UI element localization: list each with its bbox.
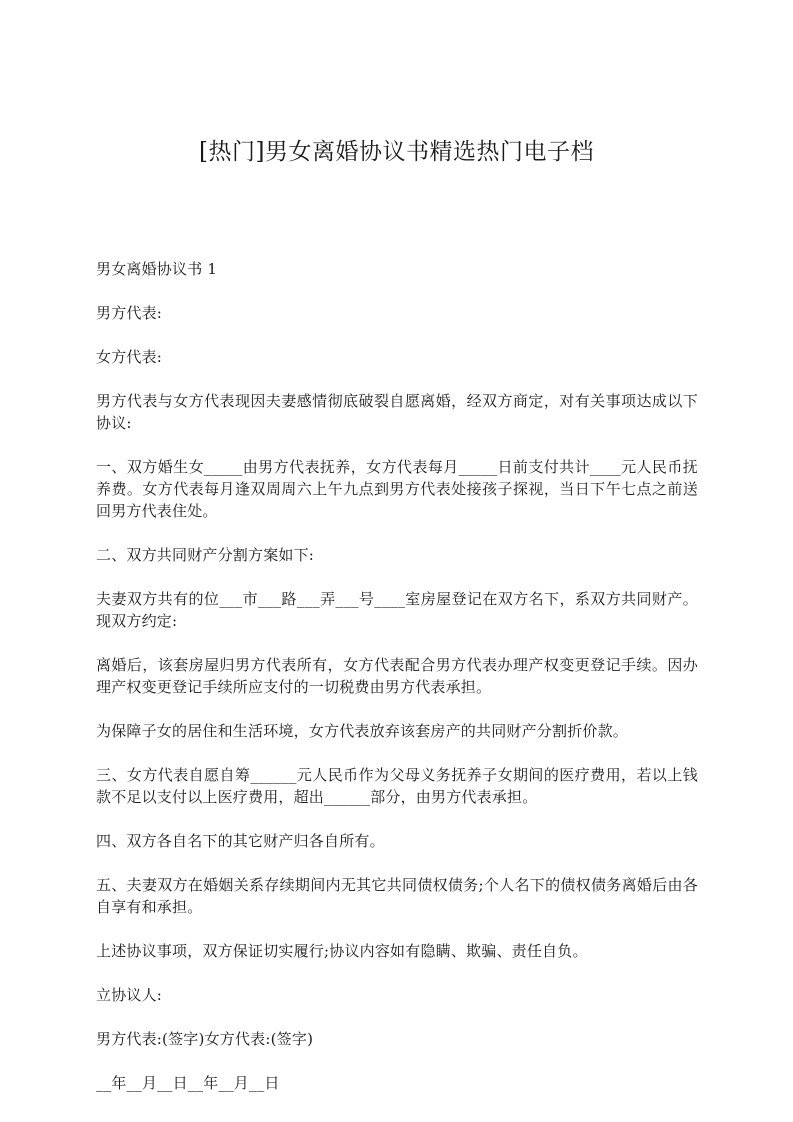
clause-4-separate-property: 四、双方各自名下的其它财产归各自所有。 xyxy=(96,832,385,850)
preamble-paragraph: 男方代表与女方代表现因夫妻感情彻底破裂自愿离婚，经双方商定，对有关事项达成以下协议: xyxy=(96,392,698,432)
document-body xyxy=(96,258,698,1116)
female-representative-line: 女方代表: xyxy=(96,348,163,366)
document-title: [热门]男女离婚协议书精选热门电子档 xyxy=(199,139,594,165)
date-line: __年__月__日__年__月__日 xyxy=(96,1074,280,1092)
signature-line: 男方代表:(签字)女方代表:(签字) xyxy=(96,1030,314,1048)
signatories-label: 立协议人: xyxy=(96,986,163,1004)
male-representative-line: 男方代表: xyxy=(96,304,163,322)
clause-3-medical-costs: 三、女方代表自愿自筹______元人民币作为父母义务抚养子女期间的医疗费用，若以上钱款不足以支付以上医疗费用，超出______部分，由男方代表承担。 xyxy=(96,766,698,806)
performance-guarantee: 上述协议事项，双方保证切实履行;协议内容如有隐瞒、欺骗、责任自负。 xyxy=(96,942,588,960)
property-waiver: 为保障子女的居住和生活环境，女方代表放弃该套房产的共同财产分割折价款。 xyxy=(96,722,629,740)
property-description: 夫妻双方共有的位___市___路___弄___号____室房屋登记在双方名下，系双方共同财产。现双方约定: xyxy=(96,590,698,630)
property-ownership: 离婚后，该套房屋归男方代表所有，女方代表配合男方代表办理产权变更登记手续。因办理产权变更登记手续所应支付的一切税费由男方代表承担。 xyxy=(96,656,698,696)
clause-2-heading: 二、双方共同财产分割方案如下: xyxy=(96,546,315,564)
clause-1-child-custody: 一、双方婚生女_____由男方代表抚养，女方代表每月_____日前支付共计____元人民币抚养费。女方代表每月逢双周周六上午九点到男方代表处接孩子探视，当日下午七点之前送回男方代表住处。 xyxy=(96,458,698,520)
section-heading: 男女离婚协议书 1 xyxy=(96,260,218,278)
clause-5-debts: 五、夫妻双方在婚姻关系存续期间内无其它共同债权债务;个人名下的债权债务离婚后由各自享有和承担。 xyxy=(96,876,698,916)
